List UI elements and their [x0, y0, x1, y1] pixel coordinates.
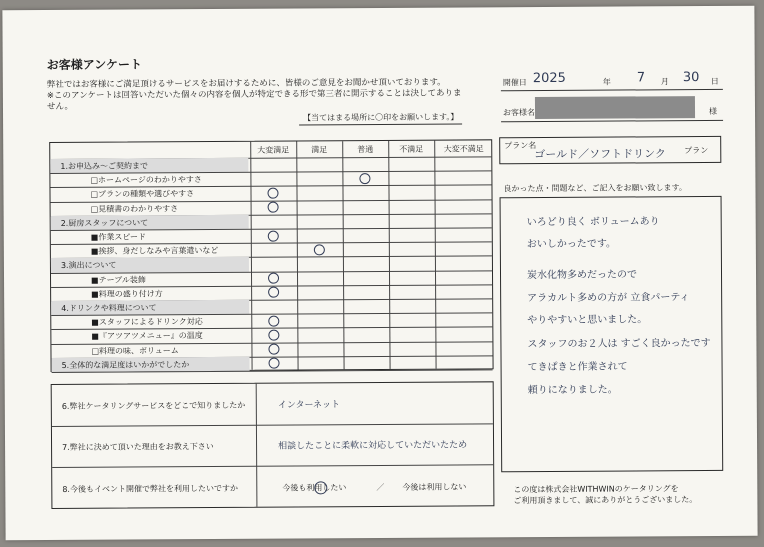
survey-sheet: [2, 6, 757, 541]
intro-line-1: 弊社ではお客様にご満足頂けるサービスをお届けするために、皆様のご意見をお聞かせ頂いております。: [46, 77, 446, 91]
day-unit: 日: [710, 76, 719, 86]
item-label: ■スタッフによるドリンク対応: [91, 317, 203, 327]
answer-circle[interactable]: [268, 330, 279, 341]
answer-circle[interactable]: [269, 358, 280, 369]
redacted-name: [535, 96, 695, 119]
category-label: 2.厨房スタッフについて: [60, 218, 149, 228]
item-label: ■作業スピード: [90, 232, 147, 242]
footer-line-1: この度は株式会社WITHWINのケータリングを: [513, 484, 679, 495]
comment-line: スタッフのお２人は すごく良かったです: [527, 337, 711, 351]
category-label: 5.全体的な満足度はいかがでしたか: [61, 359, 190, 370]
q8-option-yes[interactable]: 今後も利用したい: [282, 483, 347, 493]
category-label: 3.演出について: [60, 261, 117, 271]
month-unit: 月: [660, 77, 669, 87]
column-header: 大変満足: [257, 145, 290, 155]
plan-suffix: プラン: [684, 145, 709, 156]
comment-line: やりやすいと思いました。: [527, 314, 648, 327]
comment-line: てきぱきと作業されて: [527, 361, 628, 374]
q7-label: 7.弊社に決めて頂いた理由をお教え下さい: [62, 442, 214, 452]
answer-circle[interactable]: [268, 202, 279, 213]
date-underline: [501, 89, 723, 91]
customer-suffix: 様: [708, 106, 718, 116]
date-year[interactable]: 2025: [532, 70, 566, 87]
comment-line: アラカルト多めの方が 立食パーティ: [527, 292, 690, 305]
form-title: お客様アンケート: [46, 57, 143, 73]
customer-label: お客様名: [502, 108, 536, 118]
answer-circle[interactable]: [314, 244, 325, 255]
q8-option-no[interactable]: 今後は利用しない: [402, 482, 467, 492]
q8-separator: ／: [376, 482, 385, 493]
date-label: 開催日: [502, 78, 527, 88]
q6-label: 6.弊社ケータリングサービスをどこで知りましたか: [61, 400, 246, 411]
item-label: ■『アツアツメニュー』の温度: [91, 331, 203, 342]
q7-answer[interactable]: 相談したことに柔軟に対応していただいたため: [278, 440, 468, 452]
category-label: 4.ドリンクや料理について: [61, 303, 157, 313]
comments-prompt: 良かった点・問題など、ご記入をお願い致します。: [503, 183, 687, 194]
plan-box: [499, 136, 721, 164]
column-header: 満足: [311, 145, 328, 155]
answer-circle[interactable]: [267, 188, 278, 199]
item-label: ■テーブル装飾: [91, 275, 146, 285]
answer-circle[interactable]: [268, 230, 279, 241]
item-label: □プランの種類や選びやすさ: [90, 189, 195, 200]
comment-line: 頼りになりました。: [527, 384, 618, 397]
answer-circle[interactable]: [268, 287, 279, 298]
comment-line: 炭水化物多めだったので: [526, 269, 638, 282]
plan-value[interactable]: ゴールド／ソフトドリンク: [534, 147, 666, 162]
date-month[interactable]: 7: [636, 70, 646, 86]
item-label: □料理の味、ボリューム: [91, 345, 179, 356]
category-label: 1.お申込み～ご契約まで: [60, 161, 149, 171]
year-unit: 年: [602, 77, 611, 87]
plan-label: プラン名: [504, 141, 537, 151]
footer-line-2: ご利用頂きまして、誠にありがとうございました。: [513, 495, 698, 506]
q6-answer[interactable]: インターネット: [277, 400, 341, 411]
comment-line: いろどり良く ボリュームあり: [526, 216, 660, 229]
intro-line-2: ※このアンケートは回答いただいた個々の内容を個人が特定できる形で第三者に開示することは決してありま: [46, 88, 462, 102]
customer-underline: [501, 120, 723, 122]
rating-table: [49, 139, 493, 372]
q8-selected-circle: [314, 481, 327, 494]
answer-circle[interactable]: [359, 173, 370, 184]
item-label: ■料理の盛り付け方: [91, 289, 163, 299]
answer-circle[interactable]: [268, 344, 279, 355]
answer-circle[interactable]: [268, 315, 279, 326]
comment-line: おいしかったです。: [526, 238, 617, 251]
instruction-note: 【当てはまる場所に〇印をお願いします。】: [303, 112, 459, 123]
questions-box: [51, 381, 495, 509]
answer-circle[interactable]: [268, 273, 279, 284]
intro-line-3: せん。: [46, 101, 74, 113]
item-label: □見積書のわかりやすさ: [90, 203, 179, 214]
column-header: 不満足: [399, 144, 424, 154]
column-header: 普通: [357, 145, 374, 155]
date-day[interactable]: 30: [682, 70, 700, 86]
item-label: ■挨拶、身だしなみや言葉遣いなど: [90, 246, 219, 256]
q8-label: 8.今後もイベント開催で弊社を利用したいですか: [62, 483, 238, 494]
item-label: □ホームページのわかりやすさ: [90, 175, 202, 185]
column-header: 大変不満足: [443, 144, 484, 154]
